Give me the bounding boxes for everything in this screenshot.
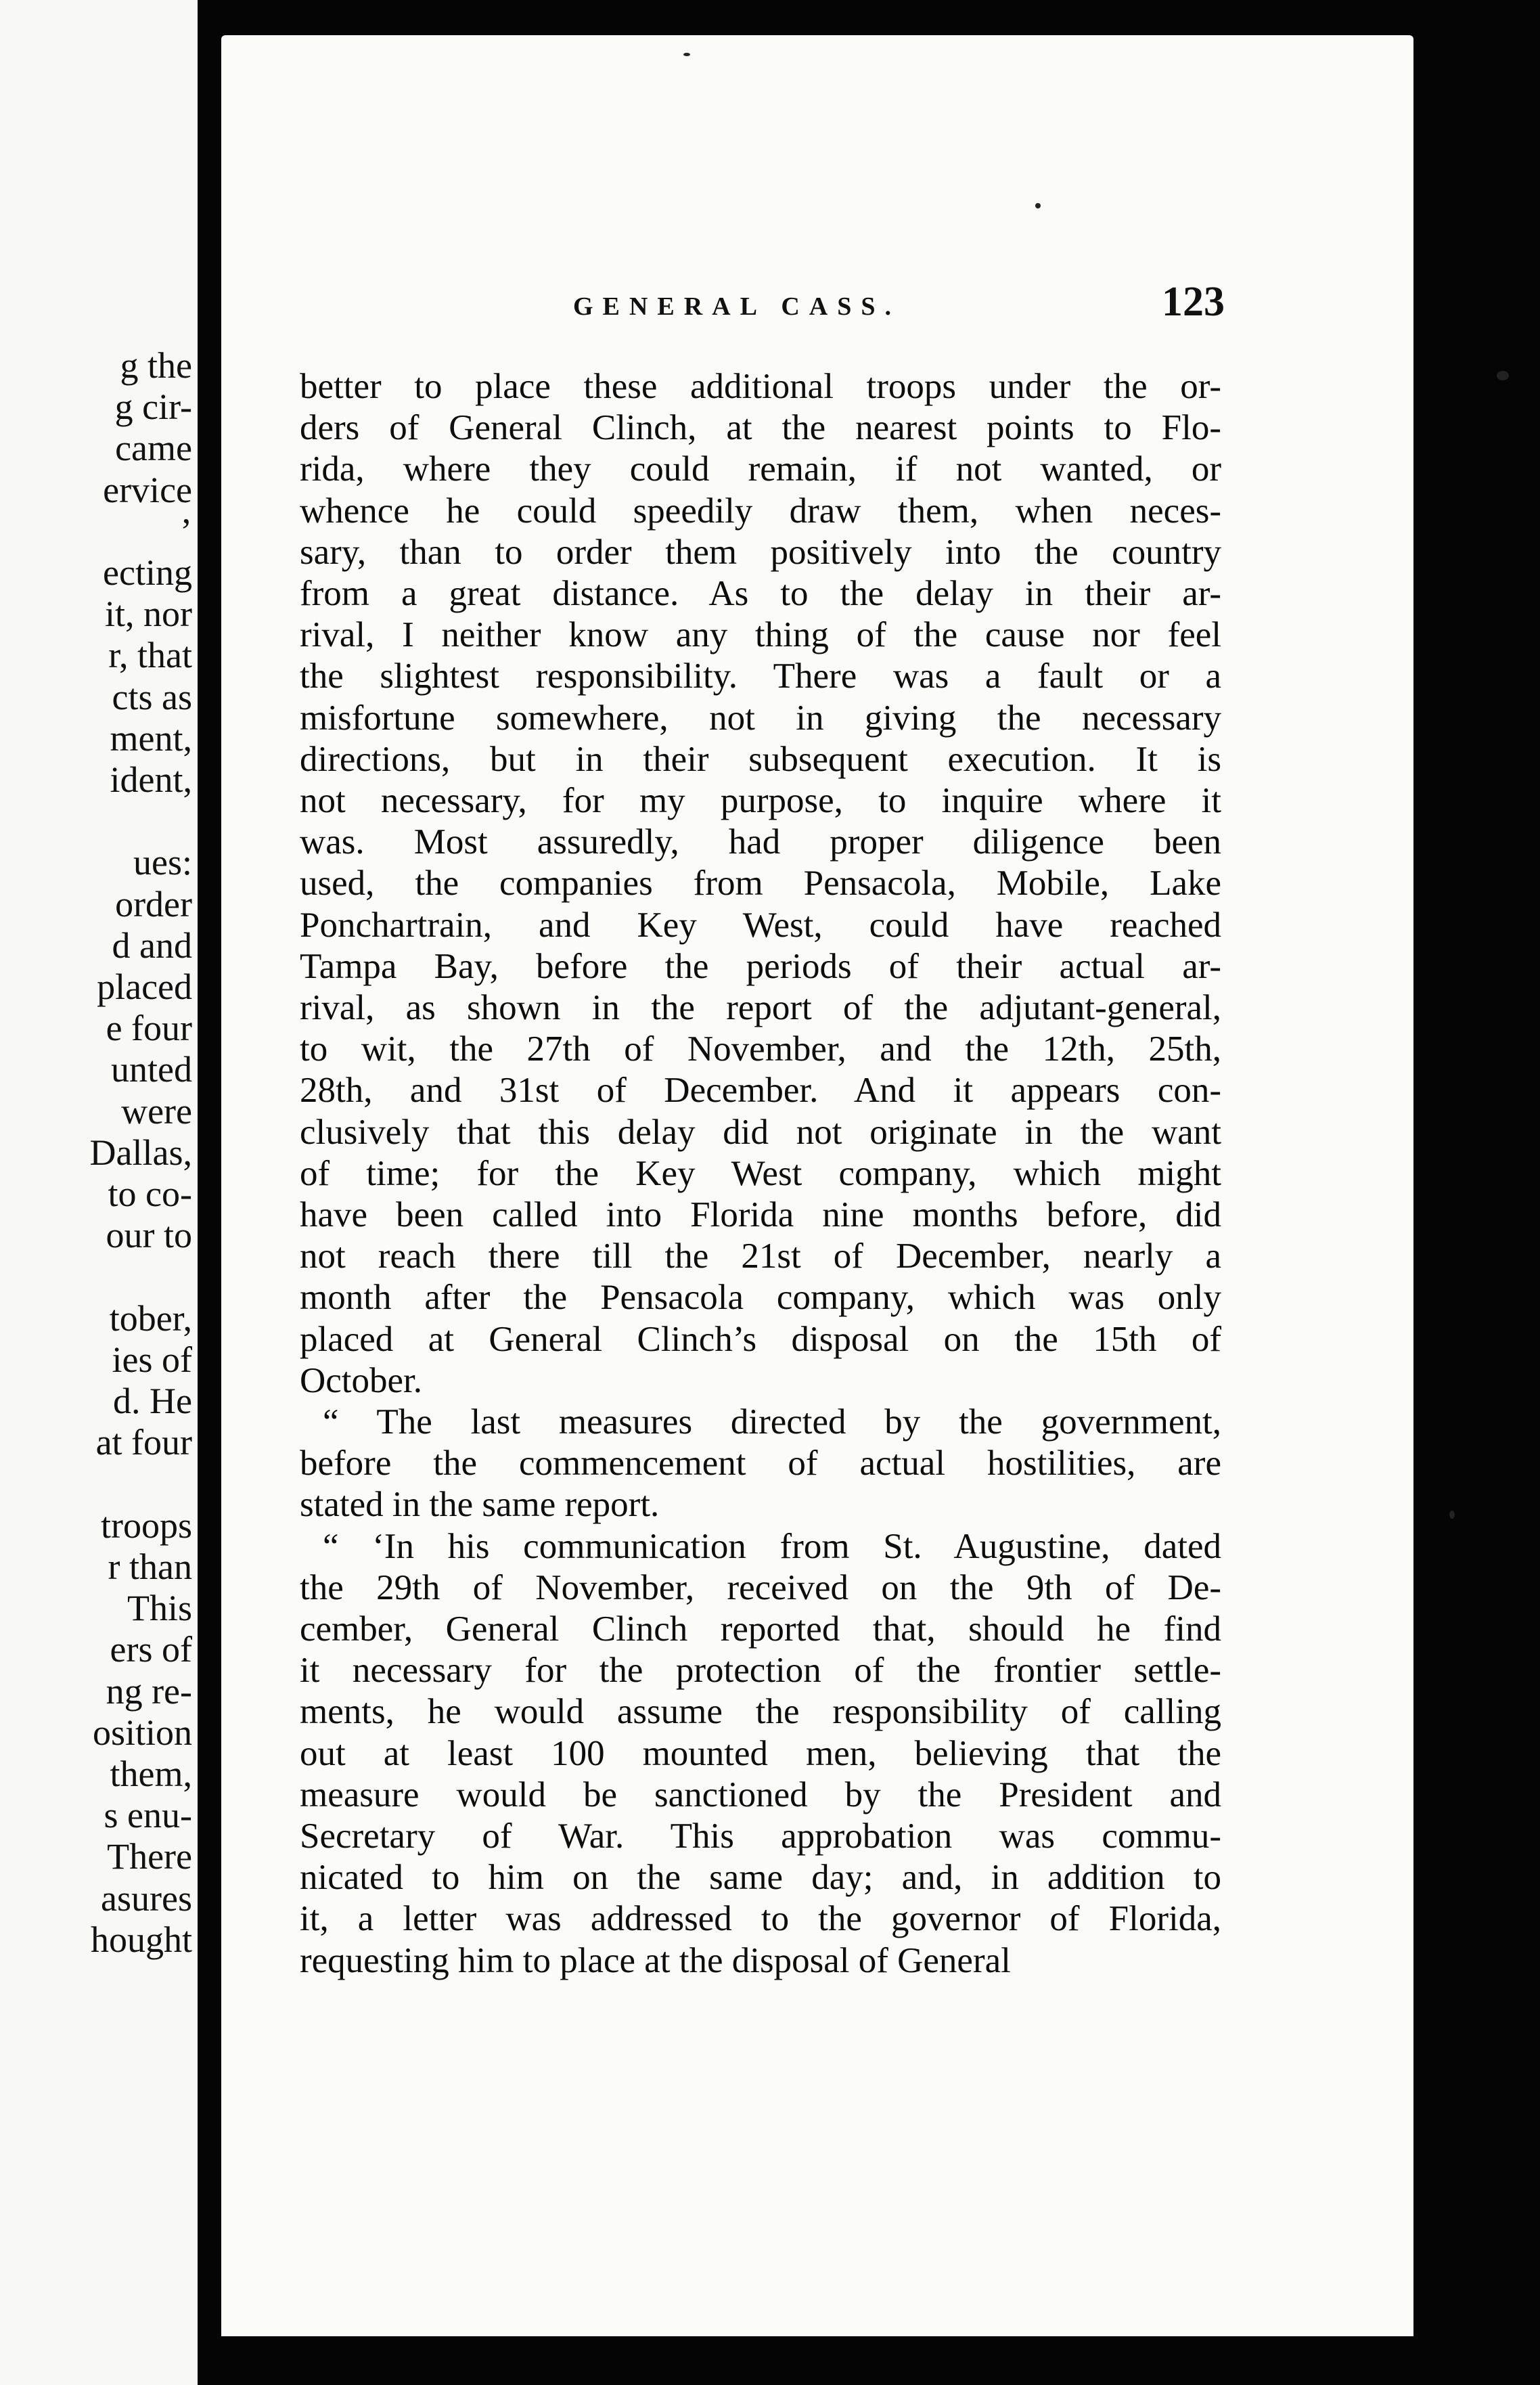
- text-line: Tampa Bay, before the periods of their actual ar-: [300, 946, 1221, 986]
- left-page-line: were: [121, 1090, 192, 1132]
- text-line: sary, than to order them positively into the country: [300, 532, 1221, 572]
- text-line: month after the Pensacola company, which was only: [300, 1278, 1221, 1318]
- left-page-line: unted: [111, 1049, 192, 1090]
- left-page-line: ident,: [110, 759, 192, 801]
- left-page-line: placed: [97, 966, 192, 1008]
- left-facing-page: [0, 0, 198, 2385]
- text-line: the slightest responsibility. There was a fault or a: [300, 656, 1221, 696]
- left-page-line: d and: [112, 924, 192, 966]
- left-page-line: ers of: [110, 1629, 192, 1670]
- left-page-line: [90, 1256, 192, 1297]
- running-head: [221, 279, 1413, 354]
- text-line: rival, as shown in the report of the adjutant-general,: [300, 988, 1221, 1027]
- left-page-line: g the: [120, 345, 192, 386]
- text-line: of time; for the Key West company, which might: [300, 1153, 1221, 1193]
- text-line: not reach there till the 21st of December, nearly a: [300, 1236, 1221, 1276]
- left-page-line: it, nor: [105, 594, 192, 635]
- text-line: ders of General Clinch, at the nearest points to Flo-: [300, 408, 1221, 448]
- left-page-line: [90, 801, 192, 842]
- text-line: better to place these additional troops under the or-: [300, 367, 1221, 406]
- left-page-line: d. He: [113, 1381, 192, 1422]
- left-page-text: [90, 345, 192, 1961]
- text-line: stated in the same report.: [300, 1485, 660, 1525]
- left-page-line: ies of: [112, 1339, 192, 1380]
- left-page-line: ues:: [133, 842, 192, 883]
- left-page-line: them,: [110, 1753, 192, 1794]
- text-line: before the commencement of actual hostilities, are: [300, 1444, 1221, 1484]
- left-page-line: came: [115, 428, 192, 469]
- left-page-line: s enu-: [104, 1795, 192, 1836]
- book-page: [221, 35, 1413, 2336]
- left-page-line: to co-: [108, 1174, 192, 1215]
- text-line: the 29th of November, received on the 9th of De-: [300, 1567, 1221, 1607]
- text-line: ments, he would assume the responsibility of calling: [300, 1692, 1221, 1732]
- left-page-line: ervice: [103, 469, 192, 510]
- left-page-line: Dallas,: [89, 1132, 192, 1173]
- text-line: misfortune somewhere, not in giving the necessary: [300, 698, 1221, 738]
- text-line: measure would be sanctioned by the President and: [300, 1775, 1221, 1814]
- text-line: have been called into Florida nine months before, did: [300, 1195, 1221, 1234]
- left-page-line: at four: [95, 1422, 192, 1463]
- left-page-line: There: [107, 1836, 192, 1877]
- text-line: “ The last measures directed by the government,: [323, 1402, 1221, 1442]
- text-line: rival, I neither know any thing of the cause nor feel: [300, 615, 1221, 655]
- text-line: cember, General Clinch reported that, should he find: [300, 1609, 1221, 1649]
- left-page-line: asures: [101, 1877, 192, 1919]
- text-line: to wit, the 27th of November, and the 12th, 25th,: [300, 1029, 1221, 1069]
- left-page-line: [90, 1463, 192, 1504]
- text-line: clusively that this delay did not originate in the want: [300, 1112, 1221, 1152]
- text-line: Secretary of War. This approbation was commu-: [300, 1816, 1221, 1856]
- left-page-line: ment,: [110, 717, 192, 759]
- text-line: used, the companies from Pensacola, Mobile, Lake: [300, 864, 1221, 904]
- left-page-line: tober,: [109, 1297, 192, 1339]
- left-page-line: r than: [108, 1546, 192, 1587]
- left-page-line: order: [115, 883, 192, 924]
- text-line: 28th, and 31st of December. And it appears con-: [300, 1071, 1221, 1111]
- text-line: out at least 100 mounted men, believing that the: [300, 1733, 1221, 1773]
- text-line: Ponchartrain, and Key West, could have reached: [300, 905, 1221, 945]
- scan-speck: [683, 53, 690, 56]
- text-line: nicated to him on the same day; and, in addition to: [300, 1858, 1221, 1898]
- scan-speck: [1449, 1511, 1455, 1519]
- text-line: October.: [300, 1360, 423, 1400]
- text-line: not necessary, for my purpose, to inquire where it: [300, 781, 1221, 820]
- text-line: rida, where they could remain, if not wanted, or: [300, 449, 1221, 489]
- left-page-line: r, that: [108, 635, 192, 676]
- left-page-line: This: [127, 1588, 192, 1629]
- left-page-line: e four: [106, 1008, 192, 1049]
- left-page-line: ng re-: [106, 1670, 192, 1712]
- page-number: 123: [1162, 279, 1225, 325]
- text-line: requesting him to place at the disposal of General: [300, 1940, 1011, 1980]
- text-line: from a great distance. As to the delay in their ar-: [300, 574, 1221, 613]
- text-line: it necessary for the protection of the frontier settle-: [300, 1651, 1221, 1691]
- left-page-line: hought: [90, 1919, 192, 1960]
- left-page-line: ’: [180, 510, 192, 552]
- left-page-line: ecting: [103, 552, 192, 594]
- running-title: GENERAL CASS.: [573, 292, 901, 321]
- text-line: it, a letter was addressed to the governor of Florida,: [300, 1899, 1221, 1939]
- left-page-line: g cir-: [114, 386, 192, 428]
- text-line: placed at General Clinch’s disposal on the 15th of: [300, 1319, 1221, 1359]
- text-line: was. Most assuredly, had proper diligence been: [300, 822, 1221, 862]
- text-line: “ ‘In his communication from St. Augustine, dated: [323, 1526, 1221, 1566]
- scan-speck: [1035, 203, 1041, 208]
- left-page-line: troops: [101, 1504, 192, 1546]
- text-line: directions, but in their subsequent execution. It is: [300, 739, 1221, 779]
- left-page-line: cts as: [112, 676, 192, 717]
- left-page-line: our to: [106, 1215, 192, 1256]
- scan-speck: [1497, 371, 1509, 380]
- text-line: whence he could speedily draw them, when neces-: [300, 491, 1221, 531]
- left-page-line: osition: [92, 1712, 192, 1753]
